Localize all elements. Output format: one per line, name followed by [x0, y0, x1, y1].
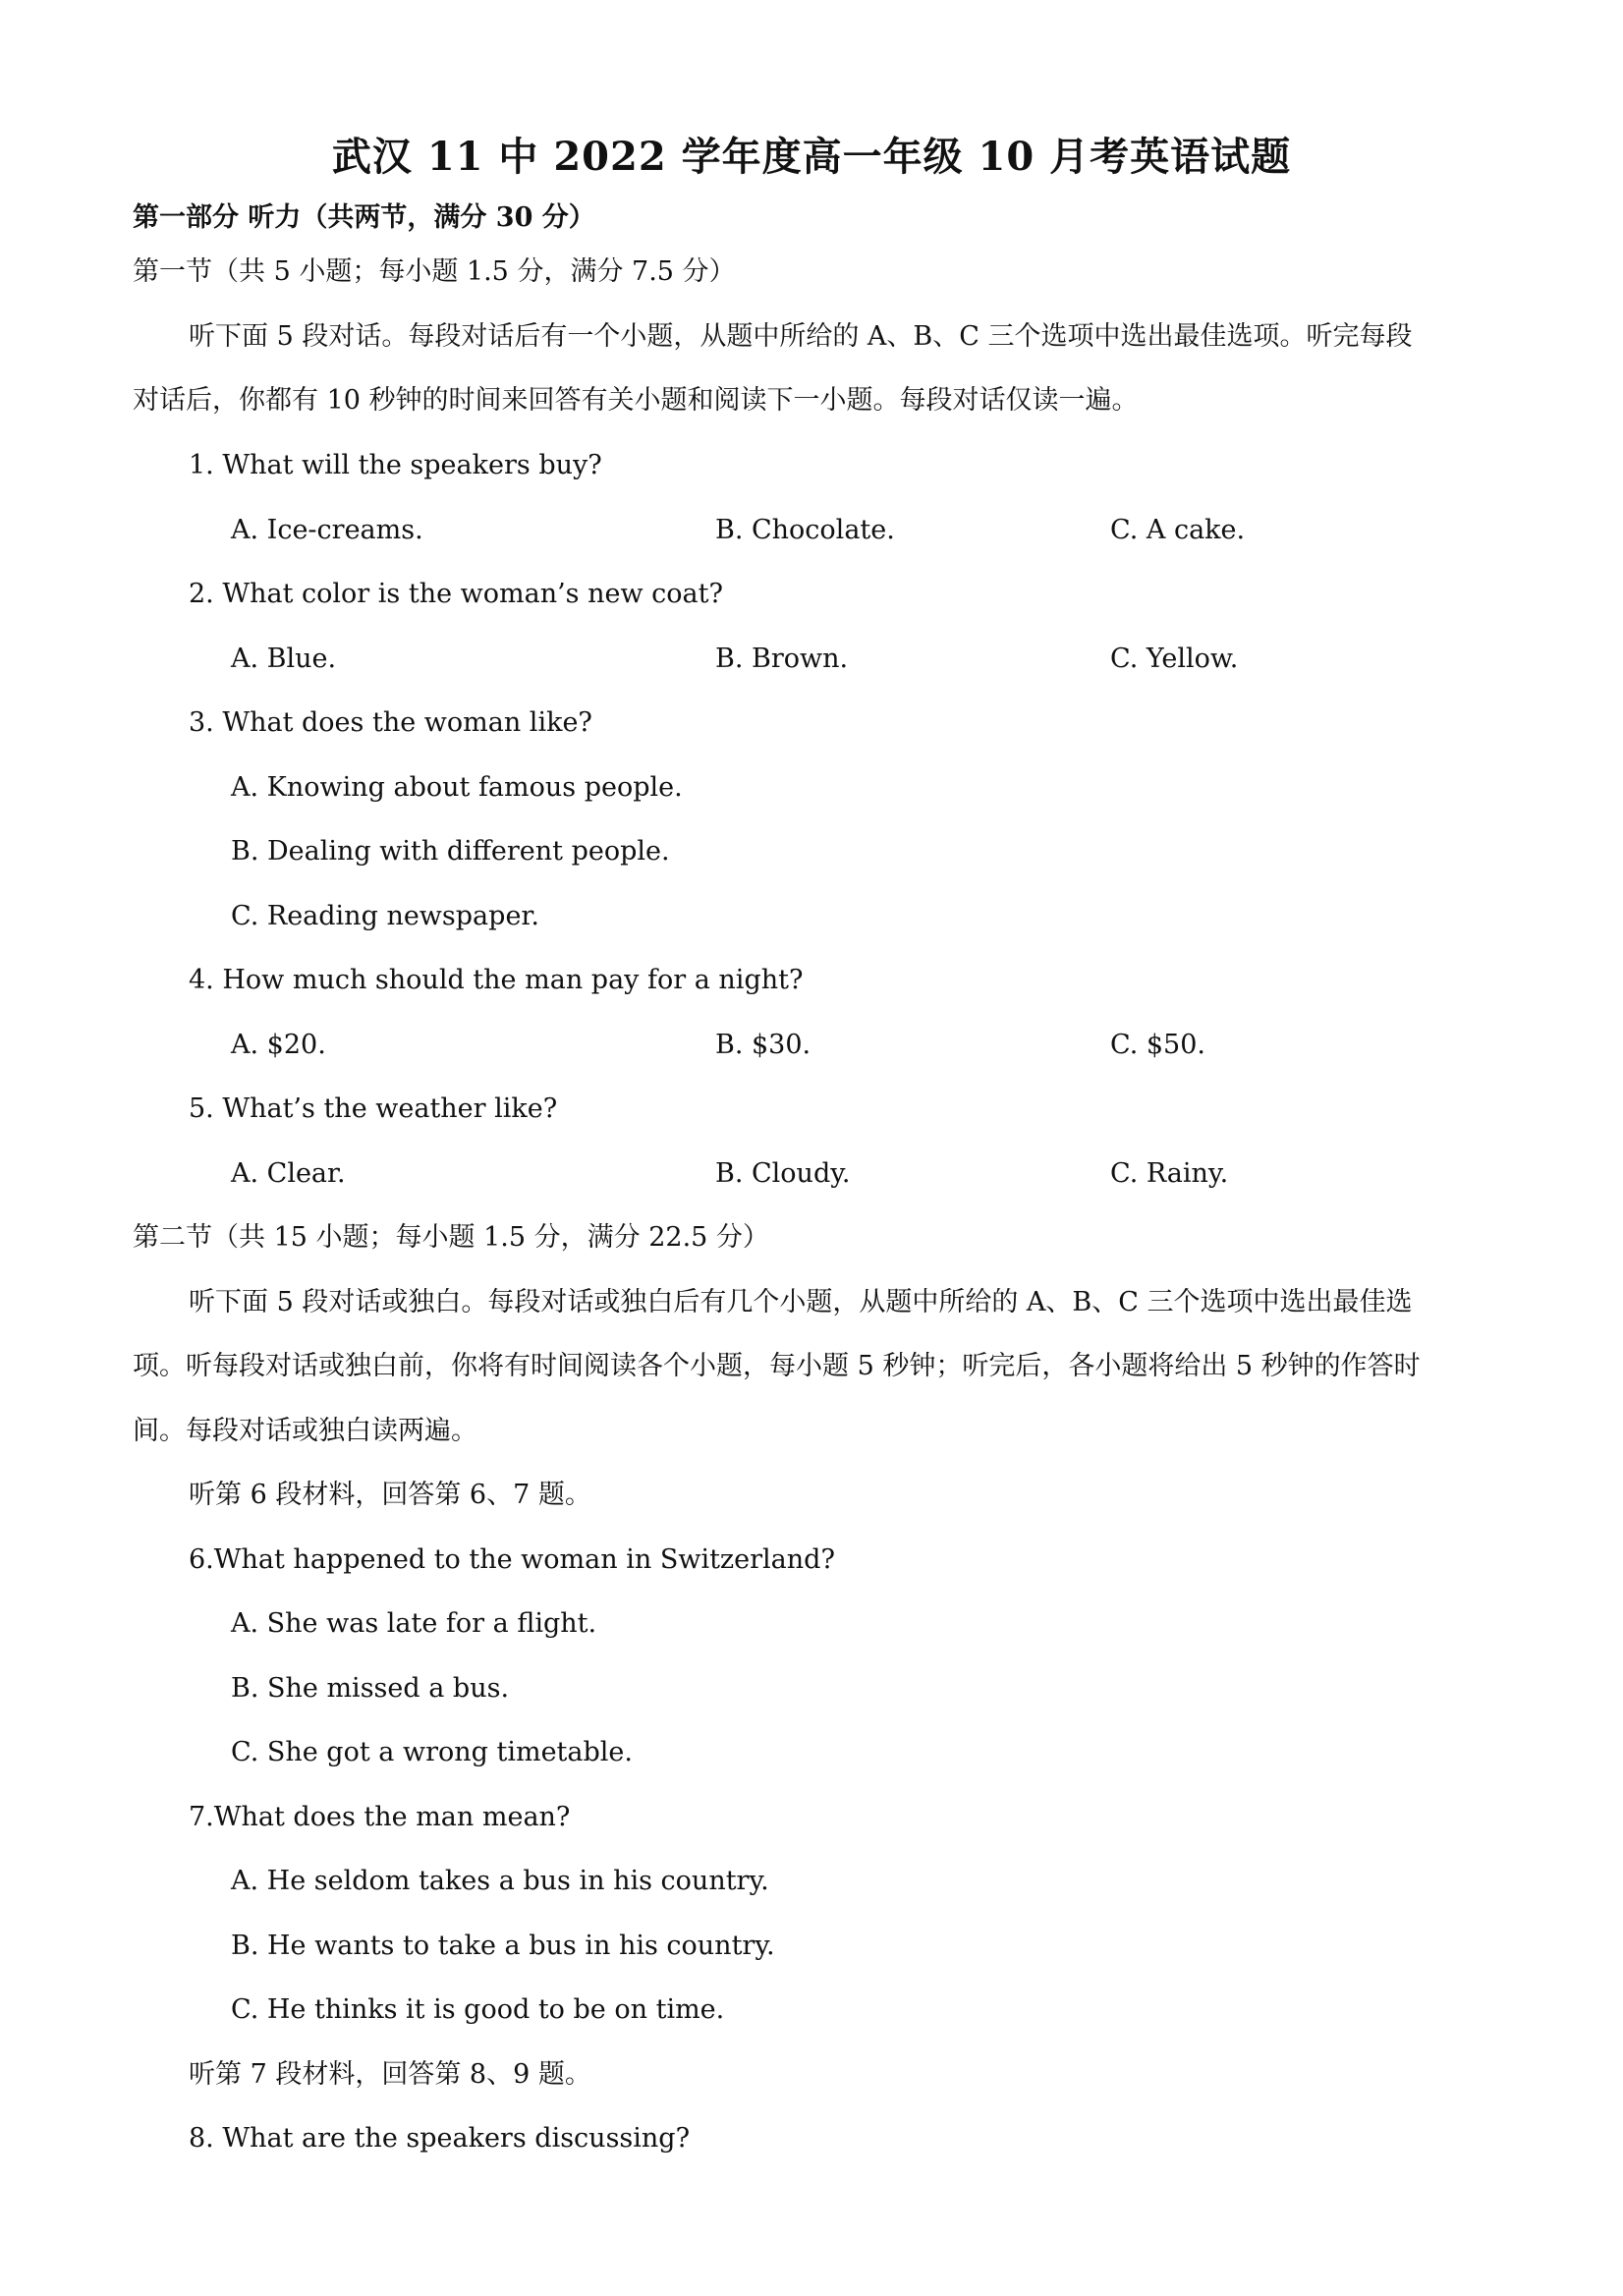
question-4-option-c: C. $50. — [1110, 1030, 1205, 1060]
question-4: 4. How much should the man pay for a night? — [189, 965, 804, 995]
section1-heading: 第一节（共 5 小题；每小题 1.5 分，满分 7.5 分） — [133, 256, 736, 287]
question-2-option-c: C. Yellow. — [1110, 644, 1239, 674]
question-1: 1. What will the speakers buy? — [189, 450, 602, 480]
question-3-option-c: C. Reading newspaper. — [231, 901, 539, 931]
question-1-option-b: B. Chocolate. — [715, 515, 895, 545]
question-5-option-a: A. Clear. — [231, 1158, 346, 1189]
question-2-option-a: A. Blue. — [231, 644, 337, 674]
material-7-instruction: 听第 7 段材料，回答第 8、9 题。 — [189, 2059, 591, 2090]
section1-instructions-line1: 听下面 5 段对话。每段对话后有一个小题，从题中所给的 A、B、C 三个选项中选出最佳选项。听完每段 — [189, 321, 1413, 352]
question-2-option-b: B. Brown. — [715, 644, 849, 674]
material-6-instruction: 听第 6 段材料，回答第 6、7 题。 — [189, 1480, 591, 1510]
question-3-option-b: B. Dealing with different people. — [231, 836, 670, 867]
question-7-option-b: B. He wants to take a bus in his country. — [231, 1931, 775, 1961]
question-6: 6.What happened to the woman in Switzerland? — [189, 1544, 835, 1575]
question-4-option-b: B. $30. — [715, 1030, 812, 1060]
question-1-option-a: A. Ice-creams. — [231, 515, 423, 545]
question-4-option-a: A. $20. — [231, 1030, 326, 1060]
question-6-option-b: B. She missed a bus. — [231, 1673, 510, 1704]
question-7-option-a: A. He seldom takes a bus in his country. — [231, 1866, 769, 1896]
part1-heading: 第一部分 听力（共两节，满分 30 分） — [133, 202, 595, 233]
question-3-option-a: A. Knowing about famous people. — [231, 772, 683, 803]
section2-instructions-line2: 项。听每段对话或独白前，你将有时间阅读各个小题，每小题 5 秒钟；听完后，各小题将给出 5 秒钟的作答时 — [133, 1351, 1421, 1381]
question-2: 2. What color is the woman’s new coat? — [189, 579, 723, 609]
question-3: 3. What does the woman like? — [189, 707, 592, 738]
question-5-option-c: C. Rainy. — [1110, 1158, 1229, 1189]
question-7: 7.What does the man mean? — [189, 1802, 571, 1832]
section2-heading: 第二节（共 15 小题；每小题 1.5 分，满分 22.5 分） — [133, 1222, 769, 1253]
question-5-option-b: B. Cloudy. — [715, 1158, 851, 1189]
question-6-option-c: C. She got a wrong timetable. — [231, 1737, 633, 1767]
section2-instructions-line3: 间。每段对话或独白读两遍。 — [133, 1416, 477, 1446]
question-7-option-c: C. He thinks it is good to be on time. — [231, 1994, 725, 2025]
question-8: 8. What are the speakers discussing? — [189, 2123, 691, 2154]
exam-title: 武汉 11 中 2022 学年度高一年级 10 月考英语试题 — [331, 134, 1292, 180]
section1-instructions-line2: 对话后，你都有 10 秒钟的时间来回答有关小题和阅读下一小题。每段对话仅读一遍。 — [133, 385, 1139, 416]
section2-instructions-line1: 听下面 5 段对话或独白。每段对话或独白后有几个小题，从题中所给的 A、B、C 三个选项中选出最佳选 — [189, 1287, 1413, 1317]
question-5: 5. What’s the weather like? — [189, 1093, 558, 1124]
question-6-option-a: A. She was late for a flight. — [231, 1608, 597, 1639]
question-1-option-c: C. A cake. — [1110, 515, 1246, 545]
